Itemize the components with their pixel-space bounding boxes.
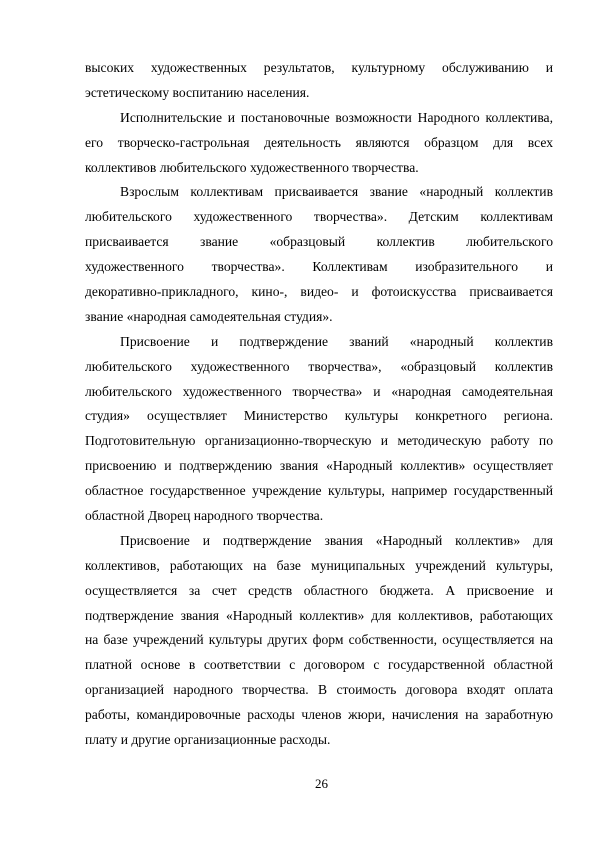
paragraph-first-line: Присвоение и подтверждение званий «народный коллектив (120, 333, 553, 349)
paragraph-first-line: Исполнительские и постановочные возможности Народного коллектива, (120, 109, 553, 125)
text-line: присвоению и подтверждению звания «Народный коллектив» осуществляет (85, 458, 553, 474)
paragraph-first-line: Взрослым коллективам присваивается звание «народный коллектив (120, 184, 553, 200)
text-line: областной Дворец народного творчества. (85, 508, 324, 524)
text-line: любительского художественного творчества», «образцовый коллектив (85, 358, 553, 374)
text-line: на базе учреждений культуры других форм собственности, осуществляется на (85, 632, 553, 648)
text-line: областное государственное учреждение культуры, например государственный (85, 483, 553, 499)
text-line: осуществляется за счет средств областного бюджета. А присвоение и (85, 582, 553, 598)
page-number: 26 (315, 776, 328, 791)
text-line: эстетическому воспитанию населения. (85, 84, 310, 100)
text-line: студия» осуществляет Министерство культуры конкретного региона. (85, 408, 553, 424)
text-line: коллективов, работающих на базе муниципальных учреждений культуры, (85, 557, 553, 573)
document-body (85, 56, 553, 753)
text-line: Подготовительную организационно-творческую и методическую работу по (85, 433, 553, 449)
paragraph-first-line: Присвоение и подтверждение звания «Народный коллектив» для (120, 532, 553, 548)
text-line: декоративно-прикладного, кино-, видео- и фотоискусства присваивается (85, 284, 553, 300)
text-line: платной основе в соответствии с договором с государственной областной (85, 657, 553, 673)
text-line: присваивается звание «образцовый коллектив любительского (85, 234, 553, 250)
text-line: звание «народная самодеятельная студия». (85, 308, 333, 324)
text-line: работы, командировочные расходы членов жюри, начисления на заработную (85, 707, 553, 723)
text-line: любительского художественного творчества» и «народная самодеятельная (85, 383, 553, 399)
text-line: коллективов любительского художественного творчества. (85, 159, 419, 175)
text-line: организацией народного творчества. В стоимость договора входят оплата (85, 682, 553, 698)
text-line: плату и другие организационные расходы. (85, 732, 331, 748)
text-line: его творческо-гастрольная деятельность являются образцом для всех (85, 134, 553, 150)
text-line: любительского художественного творчества». Детским коллективам (85, 209, 553, 225)
text-line: подтверждение звания «Народный коллектив» для коллективов, работающих (85, 607, 553, 623)
text-line: художественного творчества». Коллективам изобразительного и (85, 259, 553, 275)
text-line: высоких художественных результатов, культурному обслуживанию и (85, 60, 553, 75)
